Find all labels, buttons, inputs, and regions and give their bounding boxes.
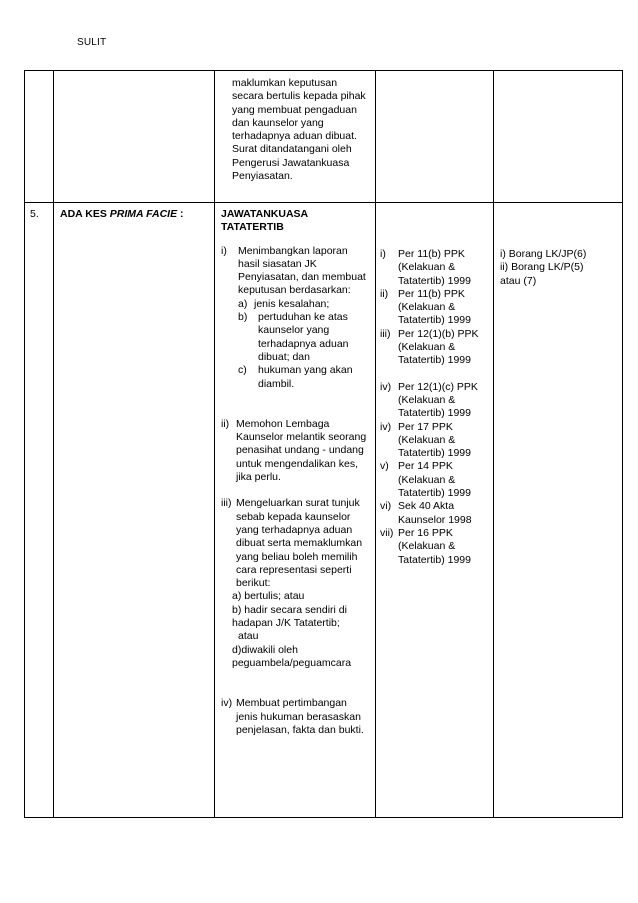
cell-reference-empty — [376, 71, 494, 203]
cell-form-empty — [494, 71, 623, 203]
cell-action-continued — [215, 71, 376, 203]
sub-text: hukuman yang akan diambil. — [258, 364, 353, 390]
action-marker: iii) — [221, 497, 232, 510]
cell-case-empty — [54, 71, 215, 203]
reference-item — [380, 381, 489, 421]
form-item: atau (7) — [500, 274, 537, 287]
ref-marker: ii) — [380, 287, 389, 300]
action-item-iii — [221, 497, 371, 590]
committee-title: JAWATANKUASA TATATERTIB — [221, 208, 308, 234]
ref-marker: iii) — [380, 327, 391, 340]
action-text: Menimbangkan laporan hasil siasatan JK Penyiasatan, dan membuat keputusan berdasarkan: — [238, 244, 366, 297]
cell-form — [494, 203, 623, 818]
sub-marker: c) — [238, 364, 247, 377]
reference-item — [380, 288, 489, 328]
table-row-5 — [25, 203, 623, 818]
ref-marker: i) — [380, 248, 386, 260]
ref-marker: vii) — [380, 526, 394, 539]
sub-text: jenis kesalahan; — [254, 297, 330, 310]
cell-case — [54, 203, 215, 818]
ref-marker: iv) — [380, 420, 392, 433]
case-italic: PRIMA FACIE — [109, 208, 178, 220]
sub-marker: b) — [238, 311, 248, 324]
reference-item — [380, 328, 489, 368]
continued-text: maklumkan keputusan secara bertulis kepada pihak yang membuat pengaduan dan kaunselor yang terhadapnya aduan dibuat. Surat ditandatangani oleh Pengerusi Jawatankuasa Penyiasatan. — [232, 77, 366, 183]
sub-item-c — [234, 364, 371, 391]
ref-text: Sek 40 Akta Kaunselor 1998 — [398, 500, 472, 526]
reference-item — [380, 460, 489, 500]
cell-action — [215, 203, 376, 818]
sub-item-a — [234, 298, 371, 311]
cell-reference — [376, 203, 494, 818]
action-text: Memohon Lembaga Kaunselor melantik seorang penasihat undang - undang untuk mengendalikan kes, jika perlu. — [236, 417, 367, 484]
case-suffix: : — [177, 208, 184, 220]
reference-item — [380, 248, 489, 288]
case-prefix: ADA KES — [60, 208, 110, 220]
action-marker: i) — [221, 244, 227, 257]
action-item-ii — [221, 418, 371, 484]
sub-text: pertuduhan ke atas kaunselor yang terhadapnya aduan dibuat; dan — [258, 311, 349, 363]
reference-item — [380, 527, 489, 567]
representation-option-a: a) bertulis; atau — [232, 590, 305, 603]
form-item: i) Borang LK/JP(6) — [500, 248, 587, 260]
ref-text: Per 11(b) PPK (Kelakuan & Tatatertib) 1999 — [398, 287, 471, 327]
cell-number — [25, 203, 54, 818]
action-item-i — [221, 245, 371, 298]
procedure-table — [24, 70, 623, 818]
ref-text: Per 14 PPK (Kelakuan & Tatatertib) 1999 — [398, 460, 471, 500]
form-item: ii) Borang LK/P(5) — [500, 261, 584, 274]
ref-text: Per 17 PPK (Kelakuan & Tatatertib) 1999 — [398, 420, 471, 460]
ref-marker: vi) — [380, 500, 392, 513]
case-label — [54, 203, 214, 221]
ref-text: Per 16 PPK (Kelakuan & Tatatertib) 1999 — [398, 526, 471, 566]
ref-text: Per 11(b) PPK (Kelakuan & Tatatertib) 1999 — [398, 248, 471, 287]
action-item-iv — [221, 697, 371, 737]
ref-text: Per 12(1)(b) PPK (Kelakuan & Tatatertib) 1999 — [398, 327, 479, 367]
ref-marker: v) — [380, 460, 389, 473]
reference-item — [380, 500, 489, 527]
action-text: Membuat pertimbangan jenis hukuman berasaskan penjelasan, fakta dan bukti. — [236, 697, 364, 736]
reference-item — [380, 421, 489, 461]
action-text: Mengeluarkan surat tunjuk sebab kepada kaunselor yang terhadapnya aduan dibuat serta memaklumkan yang beliau boleh memilih cara representasi seperti berikut: — [236, 497, 363, 590]
representation-option-d: d)diwakili oleh peguambela/peguamcara — [232, 643, 352, 669]
representation-option-b: b) hadir secara sendiri di hadapan J/K Tatatertib; — [232, 603, 347, 630]
sub-item-b — [234, 311, 371, 364]
ref-marker: iv) — [380, 380, 392, 393]
row-number: 5. — [30, 208, 39, 220]
ref-text: Per 12(1)(c) PPK (Kelakuan & Tatatertib) 1999 — [398, 380, 478, 420]
action-marker: ii) — [221, 417, 230, 430]
representation-or: atau — [238, 630, 259, 643]
sub-marker: a) — [238, 297, 248, 310]
cell-number-empty — [25, 71, 54, 203]
header-label: SULIT — [77, 37, 107, 48]
action-marker: iv) — [221, 697, 233, 710]
table-row-continued — [25, 71, 623, 203]
